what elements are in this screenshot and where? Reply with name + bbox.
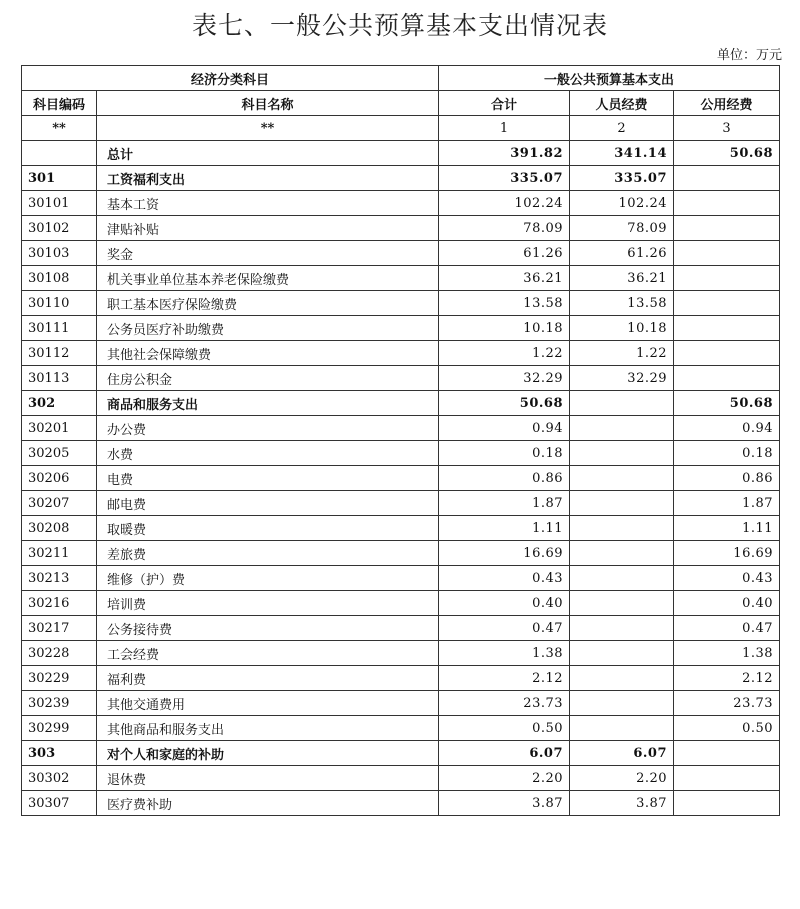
cell-code: 30299 bbox=[22, 716, 97, 741]
cell-personnel: 2.20 bbox=[570, 766, 674, 791]
cell-personnel: 10.18 bbox=[570, 316, 674, 341]
cell-personnel: 36.21 bbox=[570, 266, 674, 291]
cell-code: 30208 bbox=[22, 516, 97, 541]
cell-code: 30213 bbox=[22, 566, 97, 591]
cell-code: 30110 bbox=[22, 291, 97, 316]
cell-public bbox=[674, 291, 780, 316]
cell-code: 30111 bbox=[22, 316, 97, 341]
cell-code: 30103 bbox=[22, 241, 97, 266]
cell-public: 0.94 bbox=[674, 416, 780, 441]
table-row bbox=[22, 766, 780, 791]
cell-public: 23.73 bbox=[674, 691, 780, 716]
cell-code: 30207 bbox=[22, 491, 97, 516]
cell-name: 奖金 bbox=[97, 241, 439, 266]
cell-name: 医疗费补助 bbox=[97, 791, 439, 816]
table-row bbox=[22, 166, 780, 191]
cell-personnel bbox=[570, 541, 674, 566]
cell-name: 公务员医疗补助缴费 bbox=[97, 316, 439, 341]
cell-public: 0.43 bbox=[674, 566, 780, 591]
cell-personnel: 1.22 bbox=[570, 341, 674, 366]
cell-total: 32.29 bbox=[439, 366, 570, 391]
table-row bbox=[22, 291, 780, 316]
cell-total: 0.47 bbox=[439, 616, 570, 641]
table-row bbox=[22, 141, 780, 166]
cell-name: 对个人和家庭的补助 bbox=[97, 741, 439, 766]
cell-total: 23.73 bbox=[439, 691, 570, 716]
cell-personnel bbox=[570, 666, 674, 691]
cell-total: 61.26 bbox=[439, 241, 570, 266]
cell-total: 2.12 bbox=[439, 666, 570, 691]
cell-total: 50.68 bbox=[439, 391, 570, 416]
cell-total: 10.18 bbox=[439, 316, 570, 341]
cell-public: 16.69 bbox=[674, 541, 780, 566]
cell-name: 商品和服务支出 bbox=[97, 391, 439, 416]
cell-public: 0.86 bbox=[674, 466, 780, 491]
cell-code: 30113 bbox=[22, 366, 97, 391]
cell-public: 0.47 bbox=[674, 616, 780, 641]
cell-code: 30239 bbox=[22, 691, 97, 716]
cell-name: 水费 bbox=[97, 441, 439, 466]
cell-name: 工会经费 bbox=[97, 641, 439, 666]
cell-name: 电费 bbox=[97, 466, 439, 491]
cell-personnel: 335.07 bbox=[570, 166, 674, 191]
table-row bbox=[22, 391, 780, 416]
table-row bbox=[22, 366, 780, 391]
cell-public bbox=[674, 366, 780, 391]
cell-public: 0.40 bbox=[674, 591, 780, 616]
cell-personnel: 102.24 bbox=[570, 191, 674, 216]
cell-name: 机关事业单位基本养老保险缴费 bbox=[97, 266, 439, 291]
cell-name: 职工基本医疗保险缴费 bbox=[97, 291, 439, 316]
cell-name: 培训费 bbox=[97, 591, 439, 616]
cell-public: 1.87 bbox=[674, 491, 780, 516]
cell-total: 102.24 bbox=[439, 191, 570, 216]
cell-total: 391.82 bbox=[439, 141, 570, 166]
header-public: 公用经费 bbox=[674, 91, 780, 116]
cell-name: 邮电费 bbox=[97, 491, 439, 516]
cell-personnel bbox=[570, 491, 674, 516]
cell-name: 津贴补贴 bbox=[97, 216, 439, 241]
cell-total: 3.87 bbox=[439, 791, 570, 816]
cell-name: 公务接待费 bbox=[97, 616, 439, 641]
cell-code: 30228 bbox=[22, 641, 97, 666]
cell-personnel: 61.26 bbox=[570, 241, 674, 266]
cell-public: 1.38 bbox=[674, 641, 780, 666]
cell-public bbox=[674, 741, 780, 766]
cell-code: 302 bbox=[22, 391, 97, 416]
cell-public bbox=[674, 791, 780, 816]
table-row bbox=[22, 541, 780, 566]
cell-name: 基本工资 bbox=[97, 191, 439, 216]
cell-code: 30206 bbox=[22, 466, 97, 491]
cell-code: 30217 bbox=[22, 616, 97, 641]
cell-total: 0.50 bbox=[439, 716, 570, 741]
table-row bbox=[22, 241, 780, 266]
index-personnel: 2 bbox=[570, 116, 674, 141]
cell-code: 30108 bbox=[22, 266, 97, 291]
cell-code: 30216 bbox=[22, 591, 97, 616]
cell-code bbox=[22, 141, 97, 166]
table-row bbox=[22, 441, 780, 466]
cell-code: 30229 bbox=[22, 666, 97, 691]
cell-total: 16.69 bbox=[439, 541, 570, 566]
cell-public bbox=[674, 216, 780, 241]
table-row bbox=[22, 741, 780, 766]
cell-public bbox=[674, 316, 780, 341]
table-row bbox=[22, 341, 780, 366]
table-row bbox=[22, 191, 780, 216]
table-body bbox=[22, 141, 780, 816]
cell-personnel bbox=[570, 391, 674, 416]
cell-name: 退休费 bbox=[97, 766, 439, 791]
cell-personnel: 341.14 bbox=[570, 141, 674, 166]
table-row bbox=[22, 491, 780, 516]
cell-name: 住房公积金 bbox=[97, 366, 439, 391]
table-row bbox=[22, 416, 780, 441]
cell-public: 2.12 bbox=[674, 666, 780, 691]
cell-code: 30102 bbox=[22, 216, 97, 241]
header-group-right: 一般公共预算基本支出 bbox=[439, 66, 780, 91]
cell-code: 30101 bbox=[22, 191, 97, 216]
header-group-row bbox=[22, 66, 780, 91]
cell-code: 301 bbox=[22, 166, 97, 191]
cell-public: 0.18 bbox=[674, 441, 780, 466]
cell-personnel bbox=[570, 716, 674, 741]
budget-table bbox=[21, 65, 780, 816]
cell-personnel bbox=[570, 566, 674, 591]
cell-total: 0.43 bbox=[439, 566, 570, 591]
cell-personnel bbox=[570, 416, 674, 441]
cell-total: 1.11 bbox=[439, 516, 570, 541]
header-index-row bbox=[22, 116, 780, 141]
cell-total: 2.20 bbox=[439, 766, 570, 791]
cell-total: 1.38 bbox=[439, 641, 570, 666]
cell-personnel bbox=[570, 616, 674, 641]
cell-name: 办公费 bbox=[97, 416, 439, 441]
cell-personnel bbox=[570, 591, 674, 616]
table-row bbox=[22, 691, 780, 716]
cell-name: 维修（护）费 bbox=[97, 566, 439, 591]
cell-public bbox=[674, 266, 780, 291]
cell-name: 其他商品和服务支出 bbox=[97, 716, 439, 741]
unit-label: 单位：万元 bbox=[716, 48, 782, 63]
cell-public bbox=[674, 766, 780, 791]
cell-code: 30211 bbox=[22, 541, 97, 566]
cell-public bbox=[674, 341, 780, 366]
table-row bbox=[22, 516, 780, 541]
cell-total: 0.40 bbox=[439, 591, 570, 616]
page-title: 表七、一般公共预算基本支出情况表 bbox=[191, 11, 608, 40]
cell-name: 其他社会保障缴费 bbox=[97, 341, 439, 366]
cell-public bbox=[674, 166, 780, 191]
cell-name: 差旅费 bbox=[97, 541, 439, 566]
header-column-row bbox=[22, 91, 780, 116]
cell-total: 1.87 bbox=[439, 491, 570, 516]
table-row bbox=[22, 666, 780, 691]
cell-personnel: 78.09 bbox=[570, 216, 674, 241]
header-code: 科目编码 bbox=[22, 91, 97, 116]
cell-code: 30307 bbox=[22, 791, 97, 816]
index-code: ** bbox=[22, 116, 97, 141]
cell-public: 0.50 bbox=[674, 716, 780, 741]
cell-code: 303 bbox=[22, 741, 97, 766]
cell-personnel: 6.07 bbox=[570, 741, 674, 766]
table-row bbox=[22, 466, 780, 491]
table-row bbox=[22, 791, 780, 816]
index-name: ** bbox=[97, 116, 439, 141]
header-personnel: 人员经费 bbox=[570, 91, 674, 116]
cell-total: 78.09 bbox=[439, 216, 570, 241]
cell-personnel: 13.58 bbox=[570, 291, 674, 316]
cell-name: 取暖费 bbox=[97, 516, 439, 541]
header-total: 合计 bbox=[439, 91, 570, 116]
cell-personnel bbox=[570, 516, 674, 541]
cell-personnel: 3.87 bbox=[570, 791, 674, 816]
cell-total: 1.22 bbox=[439, 341, 570, 366]
cell-total: 0.94 bbox=[439, 416, 570, 441]
cell-code: 30302 bbox=[22, 766, 97, 791]
cell-total: 36.21 bbox=[439, 266, 570, 291]
cell-total: 0.86 bbox=[439, 466, 570, 491]
table-row bbox=[22, 316, 780, 341]
table-row bbox=[22, 716, 780, 741]
cell-personnel bbox=[570, 441, 674, 466]
index-public: 3 bbox=[674, 116, 780, 141]
cell-public bbox=[674, 191, 780, 216]
table-row bbox=[22, 641, 780, 666]
cell-name: 其他交通费用 bbox=[97, 691, 439, 716]
cell-public bbox=[674, 241, 780, 266]
cell-name: 工资福利支出 bbox=[97, 166, 439, 191]
cell-code: 30112 bbox=[22, 341, 97, 366]
table-row bbox=[22, 266, 780, 291]
cell-total: 6.07 bbox=[439, 741, 570, 766]
cell-name: 总计 bbox=[97, 141, 439, 166]
table-row bbox=[22, 566, 780, 591]
cell-code: 30201 bbox=[22, 416, 97, 441]
header-group-left: 经济分类科目 bbox=[22, 66, 439, 91]
cell-public: 50.68 bbox=[674, 391, 780, 416]
table-row bbox=[22, 591, 780, 616]
cell-personnel bbox=[570, 466, 674, 491]
cell-total: 0.18 bbox=[439, 441, 570, 466]
cell-personnel: 32.29 bbox=[570, 366, 674, 391]
cell-personnel bbox=[570, 691, 674, 716]
cell-personnel bbox=[570, 641, 674, 666]
cell-public: 1.11 bbox=[674, 516, 780, 541]
index-total: 1 bbox=[439, 116, 570, 141]
table-row bbox=[22, 616, 780, 641]
cell-code: 30205 bbox=[22, 441, 97, 466]
cell-total: 335.07 bbox=[439, 166, 570, 191]
header-name: 科目名称 bbox=[97, 91, 439, 116]
cell-name: 福利费 bbox=[97, 666, 439, 691]
table-row bbox=[22, 216, 780, 241]
cell-total: 13.58 bbox=[439, 291, 570, 316]
cell-public: 50.68 bbox=[674, 141, 780, 166]
